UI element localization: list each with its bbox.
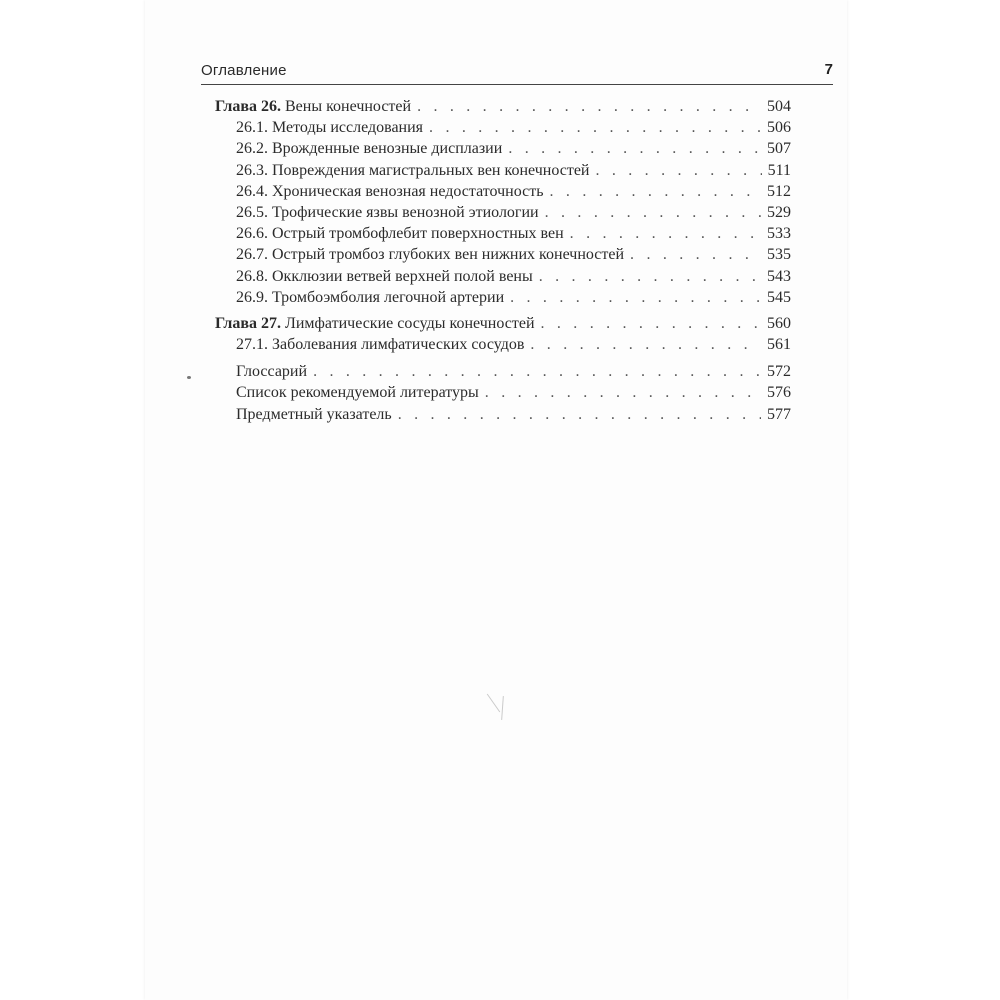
toc-glossary[interactable] [215,361,791,382]
dot-leader [417,96,761,117]
dot-leader [485,382,761,403]
toc-section-26-4[interactable] [215,181,791,202]
section-title: 26.5. Трофические язвы венозной этиологии [236,203,539,221]
dot-leader [508,138,761,159]
section-title: Предметный указатель [236,405,392,423]
running-head [201,62,833,85]
dot-leader [539,266,761,287]
toc-chapter-26[interactable] [215,96,791,117]
chapter-title: Лимфатические сосуды конечностей [285,314,535,332]
toc-page-number: 545 [767,288,791,306]
dot-leader [595,160,761,181]
toc-page-number: 543 [767,267,791,285]
chapter-label: Глава 27. [215,314,281,332]
section-title: 26.6. Острый тромбофлебит поверхностных вен [236,225,564,243]
book-page [145,0,847,1000]
toc-page-number: 507 [767,140,791,158]
scan-speck [187,376,191,379]
scan-scratch [487,694,500,713]
dot-leader [545,202,761,223]
chapter-title: Вены конечностей [285,98,412,115]
dot-leader [541,313,762,334]
running-title: Оглавление [201,62,287,79]
toc-section-26-6[interactable] [215,223,791,244]
dot-leader [530,334,761,355]
section-title: 26.4. Хроническая венозная недостаточность [236,182,544,200]
toc-page-number: 533 [767,225,791,243]
section-title: 26.8. Окклюзии ветвей верхней полой вены [236,267,533,285]
toc-subject-index[interactable] [215,404,791,425]
section-title: Глоссарий [236,363,308,381]
dot-leader [550,181,761,202]
toc-section-26-5[interactable] [215,202,791,223]
toc-page-number: 512 [767,182,791,200]
section-title: 26.3. Повреждения магистральных вен конечностей [236,161,590,179]
toc-page-number: 529 [767,203,791,221]
toc-page-number: 561 [767,336,791,354]
toc-section-26-7[interactable] [215,244,791,265]
toc-page-number: 504 [767,98,791,115]
dot-leader [630,244,761,265]
toc-page-number: 535 [767,246,791,264]
section-title: 26.7. Острый тромбоз глубоких вен нижних конечностей [236,246,625,264]
section-title: 26.2. Врожденные венозные дисплазии [236,140,503,158]
toc-page-number: 576 [767,384,791,402]
toc-references[interactable] [215,382,791,403]
table-of-contents [215,96,791,425]
toc-page-number: 506 [767,119,791,137]
dot-leader [510,287,761,308]
section-title: 26.1. Методы исследования [236,119,424,137]
toc-section-26-8[interactable] [215,266,791,287]
dot-leader [570,223,761,244]
page-number: 7 [824,61,833,78]
toc-page-number: 572 [767,363,791,381]
chapter-label: Глава 26. [215,98,281,115]
dot-leader [398,404,761,425]
scan-scratch [501,696,504,720]
section-title: 26.9. Тромбоэмболия легочной артерии [236,288,505,306]
toc-section-26-1[interactable] [215,117,791,138]
section-title: 27.1. Заболевания лимфатических сосудов [236,336,525,354]
toc-page-number: 577 [767,405,791,423]
dot-leader [313,361,761,382]
toc-section-26-9[interactable] [215,287,791,308]
toc-page-number: 560 [767,314,791,332]
toc-section-26-3[interactable] [215,160,791,181]
section-title: Список рекомендуемой литературы [236,384,479,402]
toc-section-27-1[interactable] [215,334,791,355]
dot-leader [429,117,761,138]
toc-section-26-2[interactable] [215,138,791,159]
toc-page-number: 511 [767,161,791,179]
toc-chapter-27[interactable] [215,313,791,334]
